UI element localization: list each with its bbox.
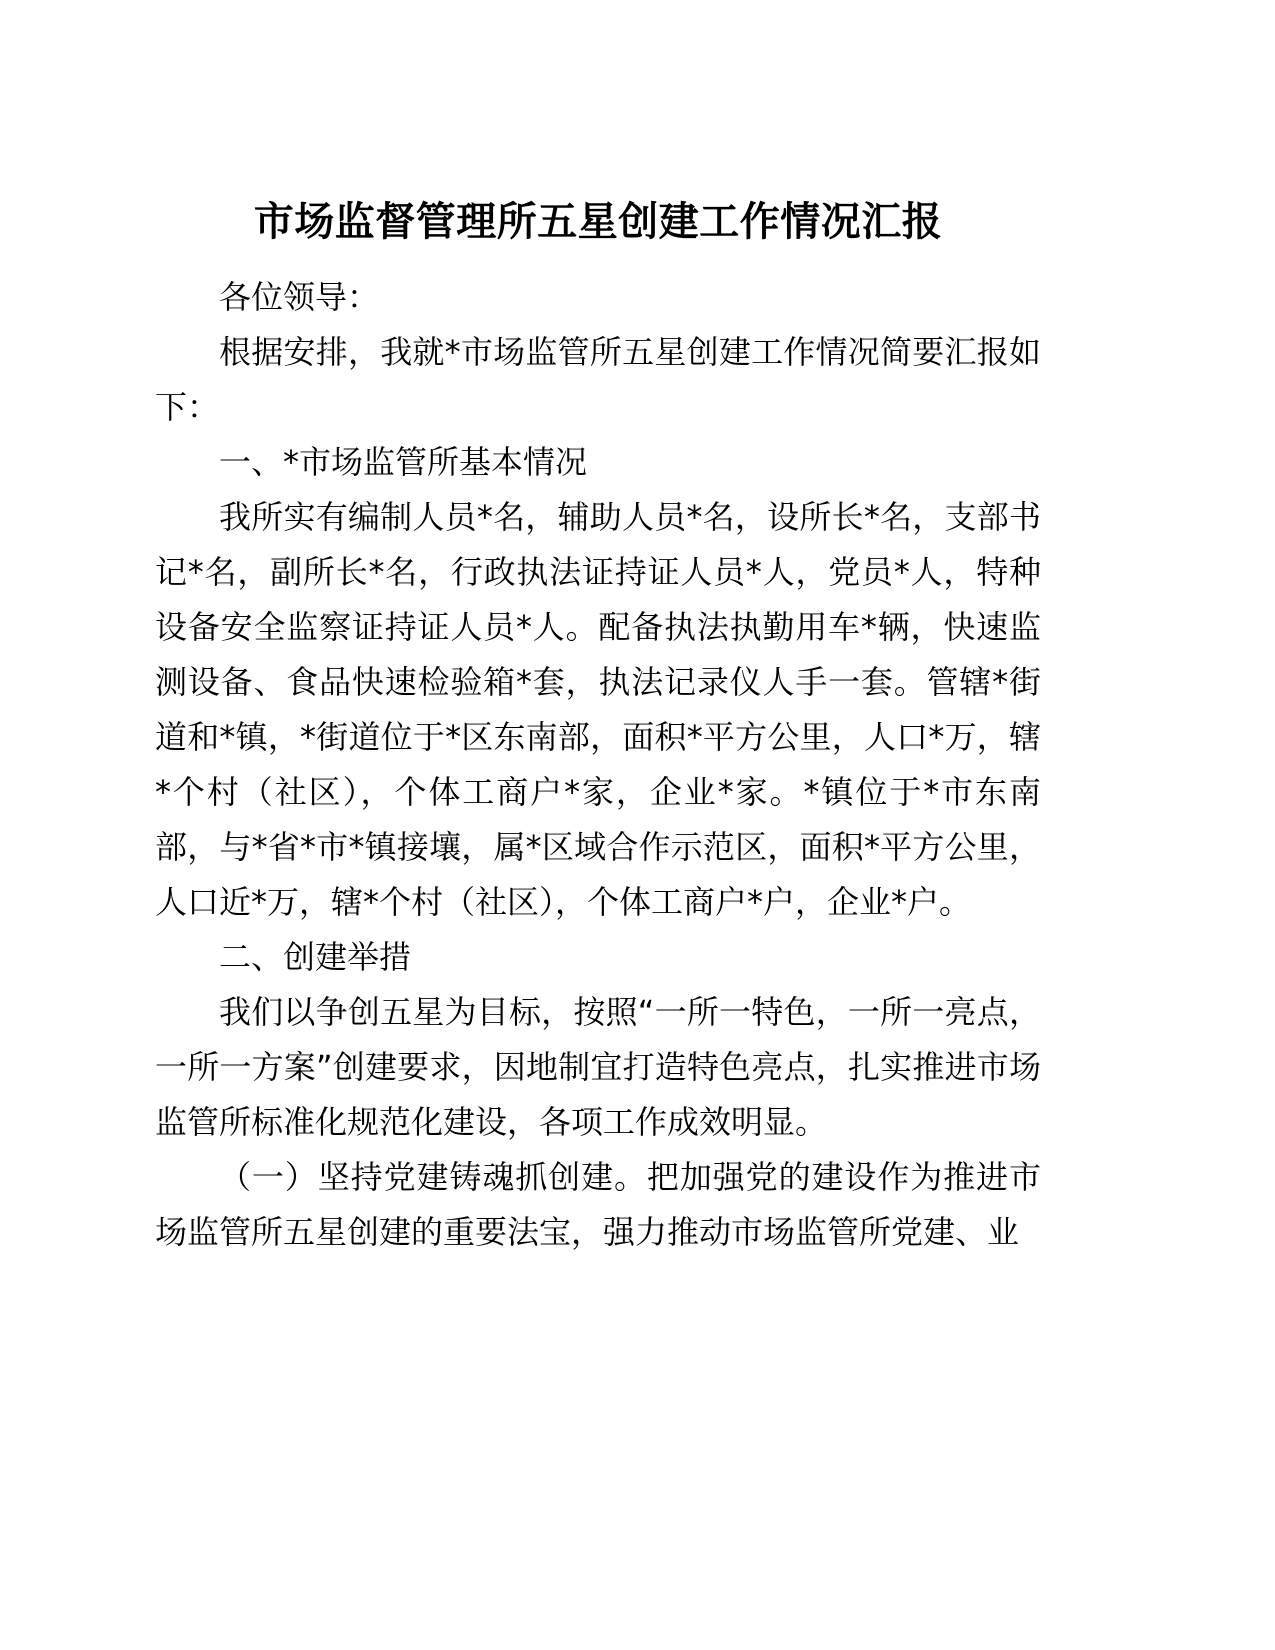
salutation-paragraph: 各位领导：	[219, 278, 380, 316]
section-one-paragraph: 我所实有编制人员*名，辅助人员*名，设所长*名，支部书记*名，副所长*名，行政执法证持证人员*人，党员*人，特种设备安全监察证持证人员*人。配备执法执勤用车*辆，快速监测设备、食品快速检验箱*套，执法记录仪人手一套。管辖*街道和*镇，*街道位于*区东南部，面积*平方公里，人口*万，辖*个村（社区），个体工商户*家，企业*家。*镇位于*市东南部，与*省*市*镇接壤，属*区域合作示范区，面积*平方公里，人口近*万，辖*个村（社区），个体工商户*户，企业*户。	[155, 498, 1041, 921]
section-heading-one: 一、*市场监管所基本情况	[219, 443, 588, 481]
subsection-one-paragraph: （一）坚持党建铸魂抓创建。把加强党的建设作为推进市场监管所五星创建的重要法宝，强力推动市场监管所党建、业	[155, 1158, 1041, 1251]
section-two-paragraph: 我们以争创五星为目标，按照“一所一特色，一所一亮点，一所一方案”创建要求，因地制宜打造特色亮点，扎实推进市场监管所标准化规范化建设，各项工作成效明显。	[155, 993, 1041, 1141]
document-body	[155, 196, 1041, 1260]
section-heading-two: 二、创建举措	[219, 938, 412, 976]
intro-paragraph: 根据安排，我就*市场监管所五星创建工作情况简要汇报如下：	[155, 333, 1041, 426]
page-title: 市场监督管理所五星创建工作情况汇报	[253, 199, 943, 245]
